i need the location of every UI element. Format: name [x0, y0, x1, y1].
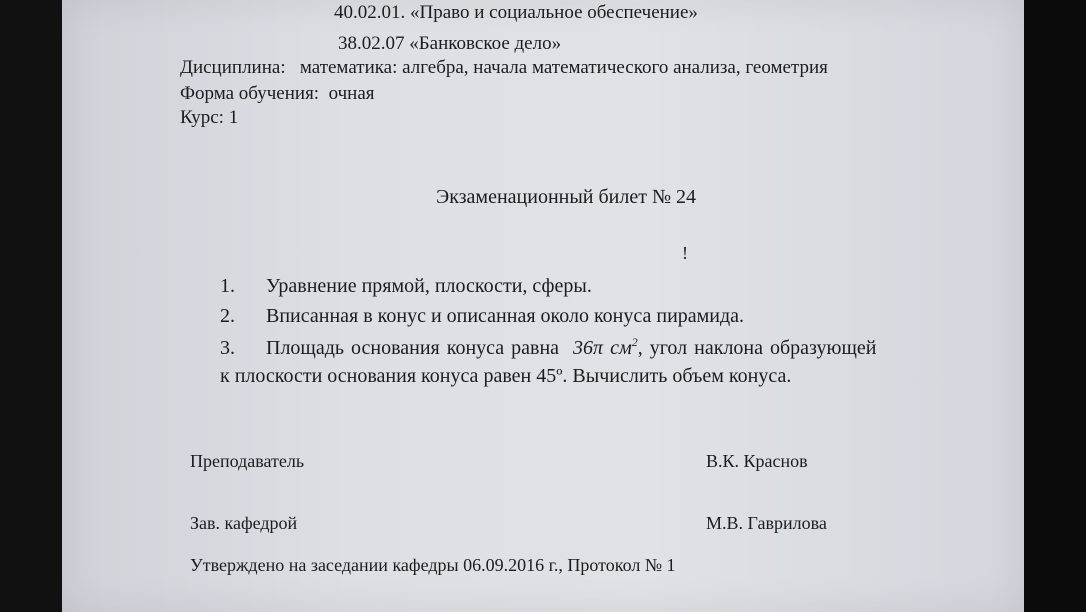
form-label: Форма обучения:	[180, 83, 320, 104]
exam-ticket-sheet	[62, 0, 1024, 612]
teacher-name: В.К. Краснов	[706, 451, 808, 471]
photo-background-edge	[1024, 0, 1086, 612]
discipline-line	[180, 58, 828, 77]
form-line	[180, 84, 375, 103]
approval-line: Утверждено на заседании кафедры 06.09.2016 г., Протокол № 1	[190, 555, 676, 575]
stray-mark: !	[682, 243, 688, 263]
question-text: Вписанная в конус и описанная около конуса пирамида.	[266, 305, 745, 327]
discipline-label: Дисциплина:	[180, 57, 286, 78]
question-number: 1.	[220, 275, 235, 297]
question-text: Уравнение прямой, плоскости, сферы.	[266, 275, 592, 297]
head-label: Зав. кафедрой	[190, 513, 298, 533]
area-formula-power: 2	[631, 335, 638, 349]
question-text-cont: , угол наклона образующей	[637, 337, 877, 359]
area-formula-value: 36π	[573, 337, 604, 359]
course-line: Курс: 1	[180, 107, 239, 128]
head-name: М.В. Гаврилова	[706, 513, 827, 533]
question-number: 3.	[220, 337, 235, 359]
question-1	[220, 276, 592, 296]
question-2	[220, 306, 744, 326]
question-number: 2.	[220, 305, 235, 327]
teacher-label: Преподаватель	[190, 451, 305, 471]
ticket-title: Экзаменационный билет № 24	[436, 186, 697, 208]
specialty-2: 38.02.07 «Банковское дело»	[338, 33, 562, 54]
question-text: Площадь основания конуса равна	[266, 337, 560, 359]
area-formula	[566, 337, 638, 359]
question-3-line-2: к плоскости основания конуса равен 45º. Вычислить объем конуса.	[220, 365, 792, 387]
discipline-value: математика: алгебра, начала математического анализа, геометрия	[299, 57, 828, 78]
area-formula-unit: см	[610, 337, 632, 359]
question-3-line-1	[220, 336, 876, 358]
specialty-1: 40.02.01. «Право и социальное обеспечение»	[334, 2, 698, 23]
form-value: очная	[328, 83, 375, 104]
